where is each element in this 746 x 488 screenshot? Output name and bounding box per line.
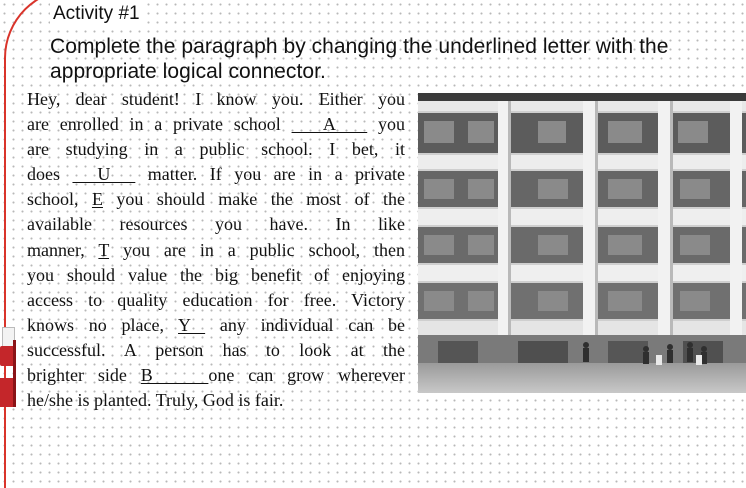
paragraph-line (27, 112, 405, 137)
instruction-line: appropriate logical connector. (50, 60, 326, 83)
answer-blank[interactable]: A (291, 114, 368, 135)
answer-blank[interactable]: E (91, 189, 103, 210)
text-segment: matter. If you are in a private (147, 164, 405, 185)
instruction-line: Complete the paragraph by changing the underlined letter with the (50, 35, 669, 58)
text-segment: you (378, 114, 406, 135)
text-segment: one can grow wherever (208, 365, 405, 386)
activity-title: Activity #1 (50, 2, 143, 26)
paragraph-line (27, 238, 405, 263)
paragraph-line: available resources you have. In like (27, 214, 405, 235)
text-segment: knows no place, (27, 314, 164, 335)
paragraph-line (27, 162, 405, 187)
school-building-photo (418, 93, 746, 393)
paragraph-line (27, 187, 405, 212)
answer-blank[interactable]: Y (178, 314, 206, 335)
paragraph-line: he/she is planted. Truly, God is fair. (27, 390, 284, 411)
paragraph-line: successful. A person has to look at the (27, 339, 405, 360)
paragraph-line: you should value the big benefit of enjoying (27, 264, 405, 285)
text-segment: any individual can be (219, 314, 405, 335)
text-segment: school, (27, 189, 79, 210)
text-segment: you should make the most of the (116, 189, 406, 210)
text-segment: does (27, 164, 60, 185)
instructions (50, 34, 746, 84)
paragraph-line: Hey, dear student! I know you. Either you (27, 89, 405, 109)
paragraph-line: are studying in a public school. I bet, it (27, 139, 405, 160)
text-segment: you are in a public school, then (122, 239, 405, 260)
paragraph-line (27, 313, 405, 338)
text-segment: are enrolled in a private school (27, 114, 281, 135)
paragraph-line: access to quality education for free. Victory (27, 289, 405, 310)
answer-blank[interactable]: U (72, 164, 136, 185)
text-segment: manner, (27, 239, 85, 260)
text-segment: brighter side (27, 365, 127, 386)
answer-blank[interactable]: T (98, 239, 110, 260)
paragraph-line (27, 363, 405, 388)
red-stripe-decoration (13, 340, 16, 407)
activity-paragraph (27, 87, 405, 413)
answer-blank[interactable]: B (140, 365, 209, 386)
